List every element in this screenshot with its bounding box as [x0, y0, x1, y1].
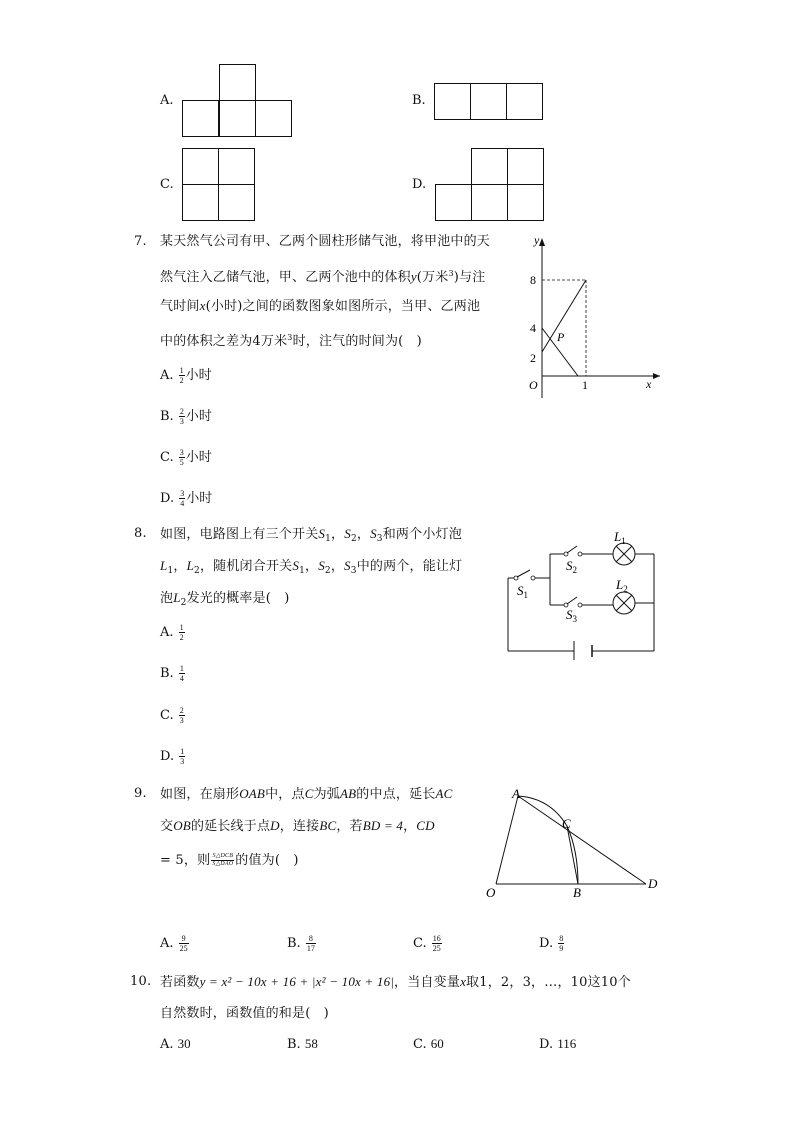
q9-line-1: 如图，在扇形OAB中，点C为弧AB的中点，延长AC [160, 786, 453, 802]
y-axis-arrow [539, 238, 545, 246]
label-b: B [573, 885, 581, 900]
q8-line-2: $L_1$，$L_2$，随机闭合开关$S_1$，$S_2$，$S_3$中的两个，能让灯 [160, 558, 463, 576]
q6-option-a-letter[interactable]: A. [160, 93, 174, 108]
label-o: O [486, 885, 496, 900]
segment-cb [567, 826, 578, 884]
q9-line-3: = 5，则 $\frac{\text{S△DCB}}{\text{S△DAO}}$ 的值为( ) [160, 853, 299, 868]
q10-option-d[interactable]: D. 116 [539, 1036, 577, 1052]
label-c: C [562, 816, 571, 831]
q8-line-3: 泡$L_2$发光的概率是( ) [160, 590, 290, 608]
switch-s1-blade [517, 570, 530, 577]
arc-ab [518, 796, 578, 884]
q10-line-2: 自然数时，函数值的和是( ) [160, 1006, 329, 1021]
q6-option-b-letter[interactable]: B. [412, 93, 426, 108]
q6-option-d-letter[interactable]: D. [412, 177, 427, 192]
q9-number: 9. [134, 786, 147, 801]
q7-line-3: 气时间x(小时)之间的函数图象如图所示，当甲、乙两池 [160, 298, 481, 314]
point-p-label: P [557, 330, 565, 344]
q7-line-2: 然气注入乙储气池，甲、乙两个池中的体积y(万米$^3$)与注 [160, 269, 486, 285]
q8-option-b[interactable]: B. $\frac{1}{4}$ [160, 664, 184, 683]
q10-line-1: 若函数y = x² − 10x + 16 + |x² − 10x + 16|，当自变量x取1，2，3，…，10这10个 [160, 974, 631, 990]
q8-option-a[interactable]: A. $\frac{1}{2}$ [160, 623, 184, 642]
q7-option-d[interactable]: D. $\frac{3}{4}$ 小时 [160, 489, 213, 508]
q7-line-1: 某天然气公司有甲、乙两个圆柱形储气池，将甲池中的天 [160, 234, 491, 249]
tick-y8: 8 [530, 273, 536, 287]
q7-option-b[interactable]: B. $\frac{2}{3}$ 小时 [160, 407, 212, 426]
tick-y2: 2 [530, 351, 536, 365]
q9-option-b[interactable]: B. $\frac{8}{17}$ [287, 934, 315, 953]
q10-number: 10. [130, 974, 152, 989]
switch-s2-blade [567, 546, 577, 553]
tick-y4: 4 [530, 321, 536, 335]
tick-x1: 1 [582, 378, 588, 392]
q8-circuit [500, 525, 665, 660]
q7-graph [520, 228, 670, 398]
q10-option-b[interactable]: B. 58 [287, 1036, 318, 1052]
q7-option-c[interactable]: C. $\frac{3}{5}$ 小时 [160, 448, 212, 467]
q10-option-a[interactable]: A. 30 [160, 1036, 191, 1052]
label-l1: $L_1$ [614, 529, 626, 546]
y-axis-label: y [534, 233, 540, 247]
label-d: D [648, 876, 658, 891]
switch-s3-blade [567, 597, 577, 604]
q9-option-d[interactable]: D. $\frac{8}{9}$ [539, 934, 564, 953]
segment-oa [496, 796, 518, 884]
q9-line-2: 交OB的延长线于点D，连接BC，若BD = 4，CD [160, 818, 435, 834]
label-s3: $S_3$ [566, 607, 577, 624]
q7-number: 7. [134, 234, 147, 249]
q9-figure [480, 784, 665, 904]
x-axis-arrow [653, 373, 660, 379]
label-l2: $L_2$ [616, 577, 628, 594]
q8-option-c[interactable]: C. $\frac{2}{3}$ [160, 706, 184, 725]
origin-label: O [529, 378, 538, 392]
q9-option-c[interactable]: C. $\frac{16}{25}$ [413, 934, 441, 953]
x-axis-label: x [646, 377, 652, 391]
q8-number: 8. [134, 526, 147, 541]
q10-option-c[interactable]: C. 60 [413, 1036, 444, 1052]
q8-option-d[interactable]: D. $\frac{1}{3}$ [160, 747, 185, 766]
q9-option-a[interactable]: A. $\frac{9}{25}$ [160, 934, 188, 953]
label-s2: $S_2$ [566, 558, 577, 575]
q8-line-1: 如图，电路图上有三个开关$S_1$，$S_2$，$S_3$和两个小灯泡 [160, 526, 462, 544]
q7-option-a[interactable]: A. $\frac{1}{2}$ 小时 [160, 366, 212, 385]
q7-line-4: 中的体积之差为4万米$^3$时，注气的时间为( ) [160, 333, 422, 349]
q6-option-c-letter[interactable]: C. [160, 177, 174, 192]
label-s1: $S_1$ [517, 583, 528, 600]
segment-ad [518, 796, 646, 884]
label-a: A [512, 786, 520, 801]
